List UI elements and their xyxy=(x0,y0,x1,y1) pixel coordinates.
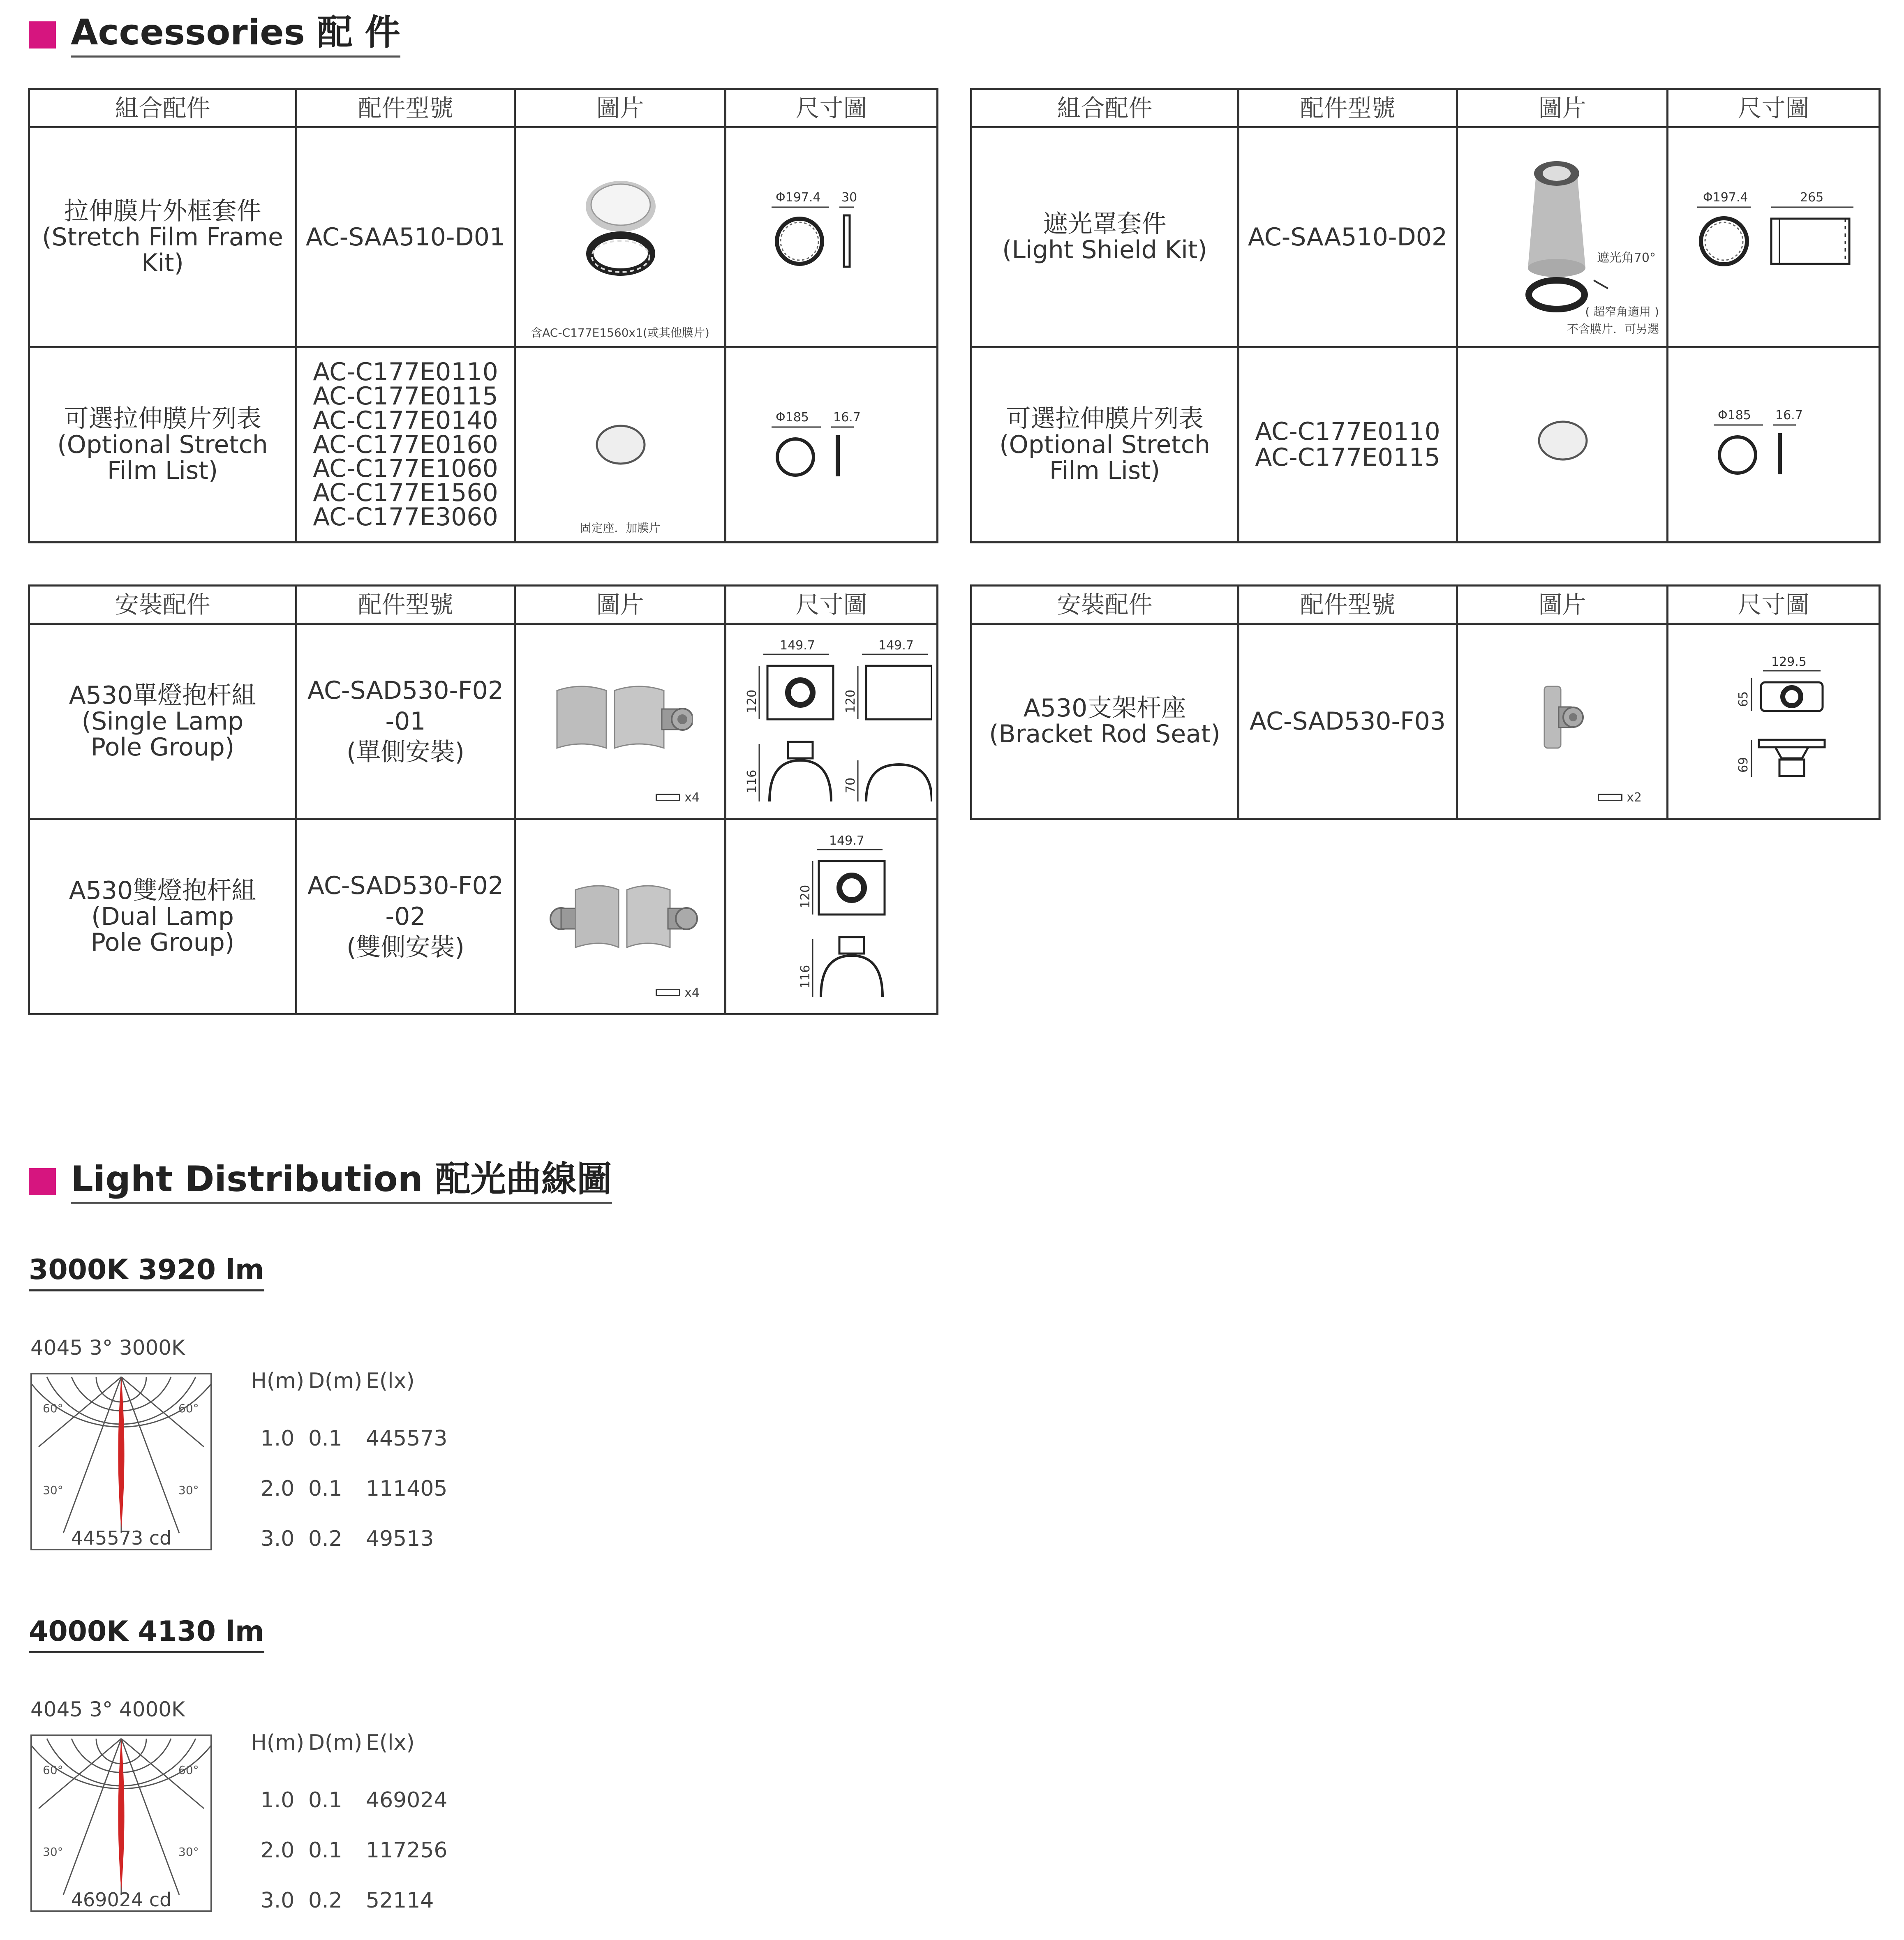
light-distribution-title: Light Distribution 配光曲線圖 xyxy=(71,1159,612,1204)
height-value: 1.0 xyxy=(260,1426,295,1451)
table-row xyxy=(29,624,938,819)
diameter-value: 0.1 xyxy=(308,1476,342,1501)
lux-value: 111405 xyxy=(366,1476,448,1501)
dim-label: 116 xyxy=(798,965,813,988)
product-image-cell xyxy=(515,819,726,1014)
image-note: 固定座．加膜片 xyxy=(580,521,661,535)
lux-value: 117256 xyxy=(366,1838,448,1863)
dim-label: 116 xyxy=(745,769,759,793)
table-header-row xyxy=(971,586,1880,624)
col-header: 配件型號 xyxy=(296,89,515,127)
dim-label: Φ185 xyxy=(776,410,809,425)
illuminance-row xyxy=(247,1426,448,1476)
table-row xyxy=(971,624,1880,819)
bracket-rod-seat-dimension-drawing xyxy=(1726,654,1833,789)
angle-label: 30° xyxy=(178,1483,199,1497)
accessories-section-header xyxy=(29,12,400,58)
candela-value: 445573 cd xyxy=(71,1527,172,1549)
col-header: 配件型號 xyxy=(296,586,515,624)
illuminance-row xyxy=(247,1838,448,1888)
diameter-value: 0.1 xyxy=(308,1788,342,1813)
light-shield-illustration xyxy=(1520,157,1610,313)
lux-value: 469024 xyxy=(366,1788,448,1813)
table-header-row xyxy=(29,89,938,127)
col-header: 尺寸圖 xyxy=(726,586,938,624)
dual-pole-dimension-drawing xyxy=(776,832,899,1005)
lux-value: 49513 xyxy=(366,1527,434,1551)
height-value: 3.0 xyxy=(260,1888,295,1913)
col-header: 圖片 xyxy=(1457,586,1668,624)
table-header-row xyxy=(971,89,1880,127)
angle-label: 60° xyxy=(43,1763,63,1777)
illuminance-row xyxy=(247,1888,448,1938)
product-image-cell xyxy=(1457,624,1668,819)
dim-label: 70 xyxy=(843,777,858,793)
product-image-cell xyxy=(515,127,726,347)
dim-label: 149.7 xyxy=(878,638,914,653)
shield-angle-label: 遮光角70° xyxy=(1597,251,1656,265)
distribution-heading: 4000K 4130 lm xyxy=(29,1615,264,1653)
table-header-row xyxy=(29,586,938,624)
dim-label: Φ185 xyxy=(1718,408,1751,423)
qty-label: x2 xyxy=(1627,790,1642,805)
product-image-cell xyxy=(515,624,726,819)
bolt-icon xyxy=(656,989,680,996)
diameter-value: 0.2 xyxy=(308,1527,342,1551)
product-image-cell xyxy=(1457,127,1668,347)
col-header: 圖片 xyxy=(1457,89,1668,127)
col-header: 圖片 xyxy=(515,89,726,127)
col-header: 尺寸圖 xyxy=(726,89,938,127)
product-image-cell xyxy=(515,347,726,543)
dim-label: 16.7 xyxy=(833,410,861,425)
product-image-cell xyxy=(1457,347,1668,543)
polar-chart-label: 4045 3° 4000K xyxy=(30,1698,185,1721)
angle-label: 30° xyxy=(43,1483,63,1497)
section-marker xyxy=(29,21,56,48)
angle-label: 60° xyxy=(178,1763,199,1777)
col-header: D(m) xyxy=(308,1369,363,1393)
section-marker xyxy=(29,1168,56,1195)
table-row xyxy=(29,819,938,1014)
image-note: ( 超窄角適用 ) 不含膜片．可另選 xyxy=(1567,305,1659,336)
col-header: H(m) xyxy=(250,1369,305,1393)
film-illustration xyxy=(1536,418,1590,463)
angle-label: 30° xyxy=(178,1845,199,1859)
col-header: 配件型號 xyxy=(1239,89,1457,127)
single-pole-clamp-illustration xyxy=(553,678,693,756)
height-value: 3.0 xyxy=(260,1527,295,1551)
install-table-right xyxy=(970,584,1881,820)
diameter-value: 0.1 xyxy=(308,1426,342,1451)
illuminance-header-row xyxy=(247,1730,448,1755)
diameter-value: 0.2 xyxy=(308,1888,342,1913)
angle-label: 60° xyxy=(178,1402,199,1415)
bolt-icon xyxy=(1598,794,1622,801)
table-row xyxy=(29,347,938,543)
film-illustration xyxy=(594,422,647,467)
angle-label: 30° xyxy=(43,1845,63,1859)
angle-label: 60° xyxy=(43,1402,63,1415)
dim-label: Φ197.4 xyxy=(1703,190,1748,205)
accessory-name: A530支架杆座 (Bracket Rod Seat) xyxy=(971,624,1239,819)
col-header: 安裝配件 xyxy=(29,586,296,624)
accessory-model: AC-C177E0110 AC-C177E0115 xyxy=(1239,347,1457,543)
dimension-cell xyxy=(726,127,938,347)
accessory-name: 可選拉伸膜片列表 (Optional Stretch Film List) xyxy=(29,347,296,543)
accessory-model: AC-SAA510-D01 xyxy=(296,127,515,347)
accessory-name: 拉伸膜片外框套件 (Stretch Film Frame Kit) xyxy=(29,127,296,347)
col-header: 配件型號 xyxy=(1239,586,1457,624)
film-dimension-drawing xyxy=(772,410,895,480)
illuminance-header-row xyxy=(247,1369,448,1393)
combo-table-left xyxy=(28,88,938,543)
light-shield-dimension-drawing xyxy=(1697,190,1870,272)
candela-value: 469024 cd xyxy=(71,1889,172,1911)
illuminance-row xyxy=(247,1788,448,1838)
col-header: D(m) xyxy=(308,1730,363,1755)
table-row xyxy=(971,347,1880,543)
accessory-name: A530單燈抱杆組 (Single Lamp Pole Group) xyxy=(29,624,296,819)
illuminance-table xyxy=(247,1369,448,1577)
col-header: E(lx) xyxy=(366,1369,415,1393)
dimension-cell xyxy=(726,624,938,819)
col-header: H(m) xyxy=(250,1730,305,1755)
illuminance-row xyxy=(247,1476,448,1527)
dimension-cell xyxy=(1668,347,1880,543)
polar-curve-chart xyxy=(30,1734,212,1912)
dim-label: 129.5 xyxy=(1771,655,1807,669)
dim-label: 120 xyxy=(745,689,759,713)
accessory-model: AC-SAD530-F02 -01 (單側安裝) xyxy=(296,624,515,819)
dim-label: 16.7 xyxy=(1775,408,1803,423)
accessory-name: A530雙燈抱杆組 (Dual Lamp Pole Group) xyxy=(29,819,296,1014)
qty-label: x4 xyxy=(684,790,700,805)
col-header: 尺寸圖 xyxy=(1668,89,1880,127)
polar-chart-label: 4045 3° 3000K xyxy=(30,1336,185,1360)
dim-label: 30 xyxy=(841,190,857,205)
accessory-name: 遮光罩套件 (Light Shield Kit) xyxy=(971,127,1239,347)
table-row xyxy=(971,127,1880,347)
dim-label: Φ197.4 xyxy=(776,190,821,205)
col-header: 尺寸圖 xyxy=(1668,586,1880,624)
bolt-quantity xyxy=(656,791,700,804)
accessories-title: Accessories 配 件 xyxy=(71,12,400,58)
accessory-model: AC-SAD530-F03 xyxy=(1239,624,1457,819)
dim-label: 149.7 xyxy=(780,638,815,653)
col-header: 安裝配件 xyxy=(971,586,1239,624)
accessory-model: AC-SAD530-F02 -02 (雙側安裝) xyxy=(296,819,515,1014)
height-value: 2.0 xyxy=(260,1838,295,1863)
accessory-name: 可選拉伸膜片列表 (Optional Stretch Film List) xyxy=(971,347,1239,543)
height-value: 2.0 xyxy=(260,1476,295,1501)
col-header: 圖片 xyxy=(515,586,726,624)
col-header: E(lx) xyxy=(366,1730,415,1755)
dim-label: 120 xyxy=(798,885,813,908)
col-header: 組合配件 xyxy=(29,89,296,127)
bracket-rod-seat-illustration xyxy=(1540,682,1585,752)
accessory-model: AC-C177E0110 AC-C177E0115 AC-C177E0140 AC-C177E0160 AC-C177E1060 AC-C177E1560 AC-C177E3060 xyxy=(296,347,515,543)
diameter-value: 0.1 xyxy=(308,1838,342,1863)
combo-table-right xyxy=(970,88,1881,543)
dim-label: 149.7 xyxy=(829,834,864,848)
dim-label: 265 xyxy=(1800,190,1824,205)
dim-label: 69 xyxy=(1736,757,1751,773)
dim-label: 65 xyxy=(1736,691,1751,707)
bolt-icon xyxy=(656,794,680,801)
light-distribution-section-header xyxy=(29,1159,612,1204)
polar-curve-chart xyxy=(30,1373,212,1550)
illuminance-table xyxy=(247,1730,448,1938)
dimension-cell xyxy=(726,347,938,543)
dimension-cell xyxy=(1668,624,1880,819)
height-value: 1.0 xyxy=(260,1788,295,1813)
bolt-quantity xyxy=(656,986,700,1000)
distribution-heading: 3000K 3920 lm xyxy=(29,1254,264,1291)
single-pole-dimension-drawing xyxy=(735,637,932,810)
image-note: 含AC-C177E1560x1(或其他膜片) xyxy=(531,326,709,340)
dimension-cell xyxy=(726,819,938,1014)
dimension-cell xyxy=(1668,127,1880,347)
illuminance-row xyxy=(247,1527,448,1577)
dim-label: 120 xyxy=(843,689,858,713)
install-table-left xyxy=(28,584,938,1015)
table-row xyxy=(29,127,938,347)
frame-kit-dimension-drawing xyxy=(772,190,895,272)
bolt-quantity xyxy=(1598,791,1642,804)
dual-pole-clamp-illustration xyxy=(545,878,701,956)
film-dimension-drawing xyxy=(1714,408,1837,478)
frame-kit-illustration xyxy=(578,178,664,280)
lux-value: 52114 xyxy=(366,1888,434,1913)
qty-label: x4 xyxy=(684,985,700,1000)
lux-value: 445573 xyxy=(366,1426,448,1451)
accessory-model: AC-SAA510-D02 xyxy=(1239,127,1457,347)
col-header: 組合配件 xyxy=(971,89,1239,127)
